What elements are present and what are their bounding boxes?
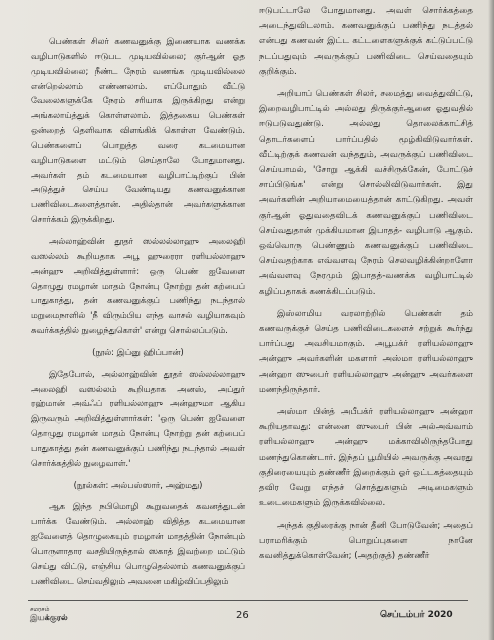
paragraph: ஈடுபட்டாலே போதுமானது. அவள் சொர்க்கத்தை அடைந்துவிடலாம். கணவனுக்குப் பணிந்து நடத்தல் என்பது கணவன் இட்ட கட்டளைகளுக்குக் கட்டுப்பட்டு நடப்பதுவும் அவருக்குப் பணிவிடை செய்வதையும் குறிக்கும். [259, 6, 473, 77]
page-number: 26 [236, 610, 249, 621]
page-footer [0, 600, 494, 640]
citation: (நூல்கள்: அல்பஸ்ஸார், அஹ்மது) [73, 479, 203, 490]
paragraph: இதேபோல், அல்லாஹ்வின் தூதர் ஸல்லல்லாஹு அலைஹி வஸல்லம் கூறியதாக அனஸ், அப்துர் ரஹ்மான் அவ்ஃப் ரளியல்லாஹு அன்ஹுமா ஆகிய இருவரும் அறிவித்துள்ளார்கள்: 'ஒரு பெண் ஐவேளை தொழுது ரமழான் மாதம் நோன்பு நோற்று தன் கற்பைப் பாதுகாத்து தன் கணவனுக்குப் பணிந்து நடந்தால் அவள் சொர்க்கத்தில் நுழைவாள்.' [31, 368, 245, 468]
paragraph: பெண்கள் சிலர் கணவனுக்கு இணையாக வணக்க வழிபாடுகளில் ஈடுபட முடியவில்லை; குர்ஆன் ஓத முடியவில்லை; நீண்ட நேரம் வணங்க முடியவில்லை என்றெல்லாம் எண்ணலாம். எப்போதும் வீட்டு வேலைகளுக்கே நேரம் சரியாக இருக்கிறது என்று அங்கலாய்த்துக் கொள்ளலாம். இத்தகைய பெண்கள் ஒன்றைத் தெளிவாக விளங்கிக் கொள்ள வேண்டும். பெண்களைப் பொறுத்த வரை கடமையான வழிபாடுகளை மட்டும் செய்தாலே போதுமானது. அவர்கள் தம் கடமையான வழிபாட்டிற்குப் பின் அடுத்துச் செய்ய வேண்டியது கணவனுக்கான பணிவிடைகளைத்தான். அதில்தான் அவர்களுக்கான சொர்க்கம் இருக்கிறது. [31, 36, 245, 225]
magazine-name: இயக்குரல் [30, 613, 68, 622]
paragraph: இஸ்லாமிய வரலாற்றில் பெண்கள் தம் கணவருக்குச் செய்த பணிவிடைகளைச் சற்றுக் கூர்ந்து பார்ப்பது அவசியமாகும். அபூபக்ர் ரளியல்லாஹு அன்ஹு அவர்களின் மகளார் அஸ்மா ரளியல்லாஹு அன்ஹா ஸுபைர் ரளியல்லாஹு அன்ஹு அவர்களை மணந்திருந்தார். [259, 308, 473, 395]
page-edge-shadow [488, 0, 494, 640]
paragraph: அறியாப் பெண்கள் சிலர், சமைத்து வைத்துவிட்டு, இறைவழிபாட்டில் அல்லது திருக்குர்ஆனை ஓதுவதில் ஈடுபடுவதுண்டு. அல்லது தொலைக்காட்சித் தொடர்களைப் பார்ப்பதில் மூழ்கிவிடுவார்கள். வீட்டிற்குக் கணவன் வந்ததும், அவருக்குப் பணிவிடை செய்யாமல், 'சோறு ஆக்கி வச்சிருக்கேன், போட்டுச் சாப்பிடுங்க' என்று சொல்லிவிடுவார்கள். இது அவர்களின் அறியாமையைத்தான் காட்டுகிறது. அவள் குர்ஆன் ஓதுவதைவிடக் கணவனுக்குப் பணிவிடை செய்வதுதான் முக்கியமான இபாதத்- வழிபாடு ஆகும். ஒவ்வொரு பெண்ணும் கணவனுக்குப் பணிவிடை செய்வதற்காக எவ்வளவு நேரம் செலவழிக்கின்றாளோ அவ்வளவு நேரமும் இபாதத்-வணக்க வழிபாட்டில் கழிப்பதாகக் கணக்கிடப்படும். [259, 89, 473, 297]
magazine-label: சமரசம் [30, 606, 50, 613]
footer-divider [28, 600, 468, 601]
paragraph: ஆக இந்த நபிமொழி கூறுவதைக் கவனத்துடன் பார்க்க வேண்டும். அல்லாஹ் விதித்த கடமையான ஐவேளைத் தொழுகையும் ரமழான் மாதத்தின் நோன்பும் பொருளாதார வசதியிருந்தால் ஸகாத் இவற்றை மட்டும் செய்து விட்டு, எஞ்சிய பொழுதெல்லாம் கணவனுக்குப் பணிவிடை செய்வதிலும் அவனை மகிழ்விப்பதிலும் [31, 501, 245, 586]
citation: (நூல்: இப்னு ஹிப்பான்) [92, 346, 184, 357]
left-column [31, 34, 245, 596]
right-column [259, 4, 473, 571]
issue-date: செப்டம்பர் 2020 [380, 610, 453, 620]
paragraph: அல்லாஹ்வின் தூதர் ஸல்லல்லாஹு அலைஹி வஸல்லம் கூறியதாக அபூ ஹுரைரா ரளியல்லாஹு அன்ஹு அறிவித்துள்ளார்: ஒரு பெண் ஐவேளை தொழுது ரமழான் மாதம் நோன்பு நோற்று தன் கற்பைப் பாதுகாத்து, தன் கணவனுக்குப் பணிந்து நடந்தால் மறுமைநாளில் 'நீ விரும்பிய எந்த வாசல் வழியாகவும் சுவர்க்கத்தில் நுழைந்துகொள்' என்று சொல்லப்படும். [31, 235, 245, 336]
paragraph: அஸ்மா பின்த் அபீபக்ர் ரளியல்லாஹு அன்ஹா கூறியதாவது: என்னை ஸுபைர் பின் அல்அவ்வாம் ரளியல்லாஹு அன்ஹு மக்காவிலிருந்தபோது மணந்துகொண்டார். இந்தப் பூமியில் அவருக்கு அவரது குதிரையையும் தண்ணீர் இறைக்கும் ஓர் ஒட்டகத்தையும் தவிர வேறு எந்தச் சொத்துகளும் அடிமைகளும் உடைமைகளும் இருக்கவில்லை. [259, 407, 473, 509]
paragraph: அந்தக் குதிரைக்கு நான் தீனி போடுவேன்; அதைப் பராமரிக்கும் பொறுப்புகளை நானே கவனித்துக்கொள்வேன்; (அதற்குத்) தண்ணீர் [259, 520, 473, 561]
